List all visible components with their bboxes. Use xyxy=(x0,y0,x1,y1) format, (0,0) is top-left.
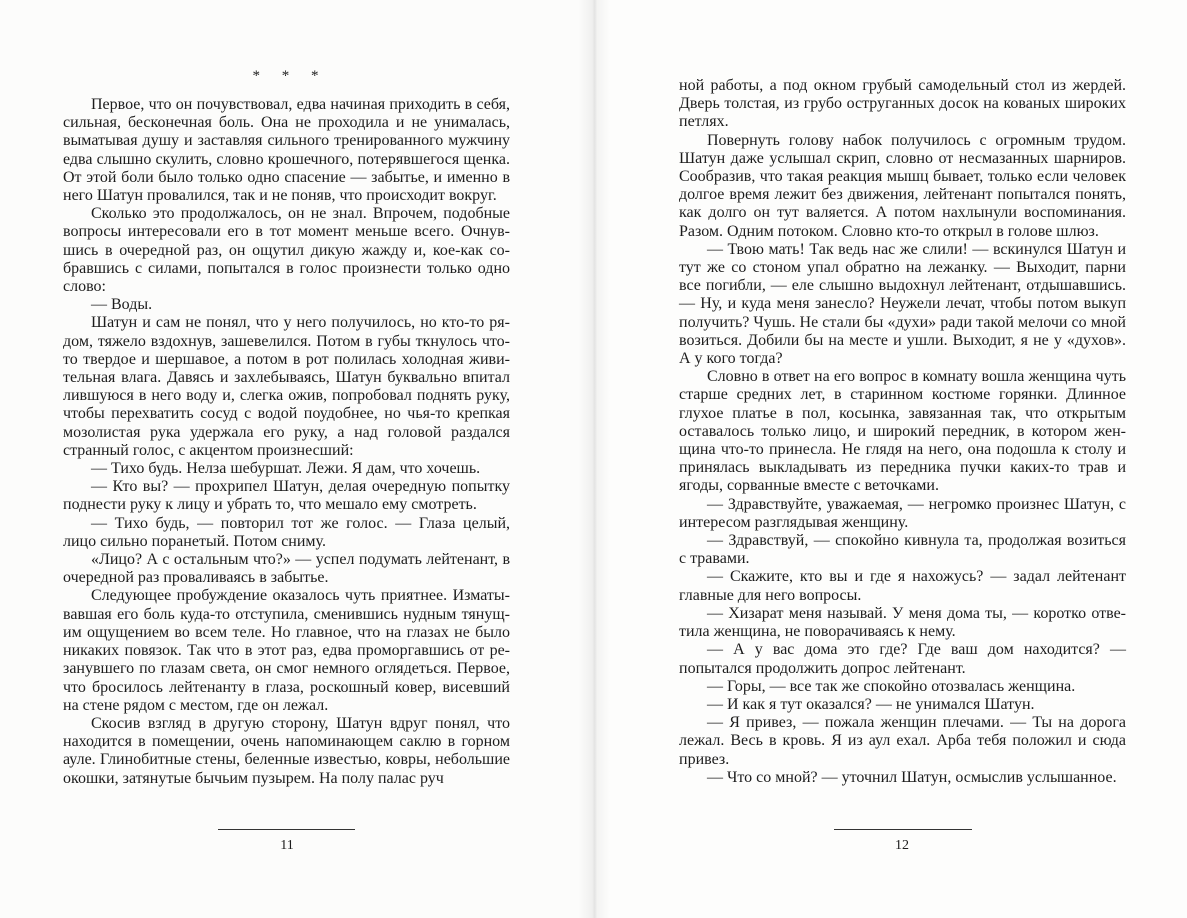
paragraph: Словно в ответ на его вопрос в комнату вошла женщина чуть старше средних лет, в старинном костюме горянки. Длинное глухое платье в пол, косынка, завязанная так, что открытым оставалось только лицо, и широкий передник, в котором женщина что-то принесла. Не глядя на него, она подошла к столу и принялась выкладывать из передника пучки каких-то трав и ягоды, сорванные вместе с веточками. xyxy=(679,368,1126,495)
paragraph: — И как я тут оказался? — не унимался Шатун. xyxy=(707,695,1035,713)
paragraph: Шатун и сам не понял, что у него получилось, но кто-то рядом, тяжело вздохнув, зашевелился. Потом в губы ткнулось что-то твердое и шершавое, а потом в рот полилась холодная живительная влага. Давясь и захлебываясь, Шатун буквально впитал лившуюся в него воду и, слегка ожив, попробовал поднять руку, чтобы перехватить сосуд с водой поудобнее, но чья-то крепкая мозолистая рука удержала его руку, а над головой раздался странный голос, с акцентом произнесший: xyxy=(63,314,510,459)
paragraph: — Скажите, кто вы и где я нахожусь? — задал лейтенант главные для него вопросы. xyxy=(679,568,1126,604)
paragraph: — Здравствуй, — спокойно кивнула та, продолжая возиться с травами. xyxy=(679,532,1126,568)
paragraph: — Воды. xyxy=(91,296,153,314)
paragraph: — Я привез, — пожала женщин плечами. — Ты на дорога лежал. Весь в кровь. Я из аул ехал. Арба тебя положил и сюда привез. xyxy=(679,714,1126,768)
paragraph: — Кто вы? — прохрипел Шатун, делая очередную попытку поднести руку к лицу и убрать то, что мешало ему смотреть. xyxy=(63,478,510,514)
paragraph: — Здравствуйте, уважаемая, — негромко произнес Шатун, с интересом разглядывая женщину. xyxy=(679,495,1126,531)
footer-rule xyxy=(218,829,355,830)
paragraph: Следующее пробуждение оказалось чуть приятнее. Изматывавшая его боль куда-то отступила, сменившись нудным тянущим ощущением во всем теле. Но главное, что на глазах не было никаких повязок. Так что в этот раз, едва проморгавшись от резанувшего по глазам света, он смог немного оглядеться. Первое, что бросилось лейтенанту в глаза, роскошный ковер, висевший на стене рядом с местом, где он лежал. xyxy=(63,587,510,714)
paragraph: Повернуть голову набок получилось с огромным трудом. Шатун даже услышал скрип, словно от несмазанных шарниров. Сообразив, что такая реакция мышц бывает, только если человек долгое время лежит без движения, лейтенант попытался понять, как долго он тут валяется. А потом нахлынули воспоминания. Разом. Одним потоком. Словно кто-то открыл в голове шлюз. xyxy=(679,131,1126,240)
paragraph: Сколько это продолжалось, он не знал. Впрочем, подобные вопросы интересовали его в тот момент меньше всего. Очнувшись в очередной раз, он ощутил дикую жажду и, кое-как собравшись с силами, попытался в голос произнести только одно слово: xyxy=(63,205,510,296)
paragraph: — Что со мной? — уточнил Шатун, осмыслив услышанное. xyxy=(707,768,1117,786)
left-page-text xyxy=(63,96,510,788)
footer-rule xyxy=(834,829,972,830)
paragraph: «Лицо? А с остальным что?» — успел подумать лейтенант, в очередной раз проваливаясь в забытье. xyxy=(63,551,510,587)
paragraph: — Тихо будь, — повторил тот же голос. — Глаза целый, лицо сильно поранетый. Потом сниму. xyxy=(63,514,510,550)
paragraph: — Горы, — все так же спокойно отозвалась женщина. xyxy=(707,677,1076,695)
paragraph-continuation: ной работы, а под окном грубый самодельный стол из жердей. Дверь толстая, из грубо оструганных досок на кованых широких петлях. xyxy=(679,77,1126,131)
right-page-text xyxy=(679,77,1126,787)
page-number: 11 xyxy=(280,838,294,853)
paragraph: — Твою мать! Так ведь нас же слили! — вскинулся Шатун и тут же со стоном упал обратно на лежанку. — Выходит, парни все погибли, — еле слышно выдохнул лейтенант, отдышавшись. — Ну, и куда меня занесло? Неужели лечат, чтобы потом выкуп получить? Чушь. Не стали бы «духи» ради такой мелочи со мной возиться. Добили бы на месте и ушли. Выходит, я не у «духов». А у кого тогда? xyxy=(679,240,1126,368)
page-number: 12 xyxy=(895,838,909,853)
paragraph: Скосив взгляд в другую сторону, Шатун вдруг понял, что находится в помещении, очень напоминающем саклю в горном ауле. Глинобитные стены, беленные известью, ковры, небольшие окошки, затянутые бычьим пузырем. На полу палас руч xyxy=(63,714,510,787)
section-break: * * * xyxy=(252,68,328,84)
paragraph: — А у вас дома это где? Где ваш дом находится? — попытался продолжить допрос лейтенант. xyxy=(679,641,1126,677)
book-gutter xyxy=(578,0,610,918)
paragraph: Первое, что он почувствовал, едва начиная приходить в себя, сильная, бесконечная боль. Она не проходила и не унималась, выматывая душу и заставляя сильного тренированного мужчину едва слышно скулить, словно крошечного, потерявшегося щенка. От этой боли было только одно спасение — забытье, и именно в него Шатун провалился, так и не поняв, что происходит вокруг. xyxy=(63,96,510,205)
paragraph: — Тихо будь. Нелза шебуршат. Лежи. Я дам, что хочешь. xyxy=(91,460,481,478)
paragraph: — Хизарат меня называй. У меня дома ты, — коротко ответила женщина, не поворачиваясь к нему. xyxy=(679,604,1126,641)
